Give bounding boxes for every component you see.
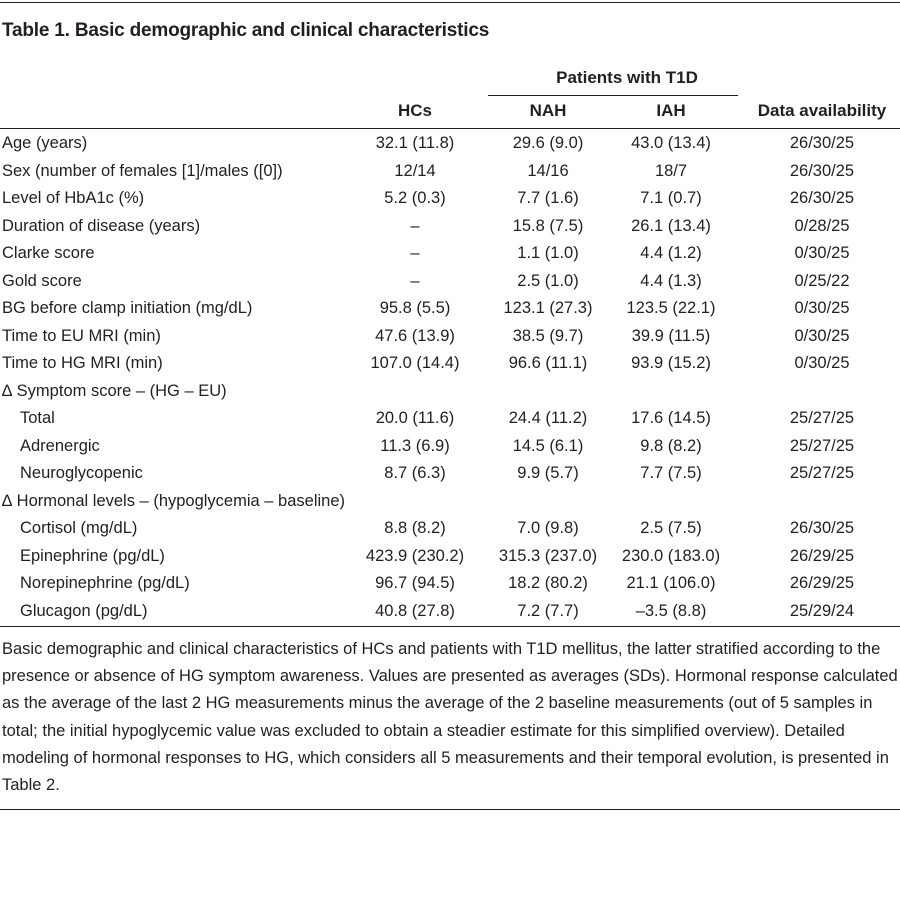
bottom-rule <box>0 809 900 810</box>
header-rule <box>0 128 900 129</box>
table-cell: 95.8 (5.5) <box>379 299 451 317</box>
row-label: Age (years) <box>2 134 88 152</box>
row-label: ∆ Hormonal levels – (hypoglycemia – baseline) <box>2 491 346 510</box>
table-row <box>0 570 900 597</box>
table-cell: 25/27/25 <box>789 409 855 427</box>
table-cell: 8.7 (6.3) <box>384 464 446 482</box>
table-cell: 14/16 <box>527 161 569 180</box>
column-header-iah: IAH <box>656 101 686 120</box>
table-cell: 14.5 (6.1) <box>512 436 584 455</box>
table-row <box>0 185 900 212</box>
row-label: Level of HbA1c (%) <box>2 189 145 207</box>
column-header-nah: NAH <box>529 101 567 120</box>
table-bottom-rule <box>0 626 900 627</box>
table-cell: 25/29/24 <box>789 601 855 620</box>
table-row <box>0 598 900 625</box>
table-cell: 423.9 (230.2) <box>365 546 465 565</box>
row-label: Clarke score <box>2 244 95 262</box>
table-cell: 26/29/25 <box>789 546 855 565</box>
column-header-hcs: HCs <box>397 101 432 120</box>
table-row <box>0 268 900 295</box>
table-cell: 11.3 (6.9) <box>380 436 450 455</box>
table-cell: 9.8 (8.2) <box>640 436 702 455</box>
table-cell: – <box>410 271 420 290</box>
row-label: Sex (number of females [1]/males ([0]) <box>2 161 283 180</box>
table-cell: 15.8 (7.5) <box>512 216 584 235</box>
table-cell: 7.1 (0.7) <box>640 189 702 207</box>
table-cell: 4.4 (1.2) <box>640 244 702 262</box>
row-label: Gold score <box>2 271 82 290</box>
table-row <box>0 543 900 570</box>
table-cell: 0/30/25 <box>794 326 850 345</box>
row-label: Neuroglycopenic <box>20 464 143 482</box>
row-label: Adrenergic <box>20 436 100 455</box>
top-rule <box>0 2 900 3</box>
table-cell: 26/30/25 <box>789 134 855 152</box>
row-label: Epinephrine (pg/dL) <box>20 546 165 565</box>
table-row <box>0 515 900 542</box>
table-cell: 25/27/25 <box>789 464 855 482</box>
row-label: BG before clamp initiation (mg/dL) <box>2 299 253 317</box>
row-label: Total <box>20 409 55 427</box>
column-header-data-availability: Data availability <box>757 101 887 120</box>
table-cell: 32.1 (11.8) <box>375 134 455 152</box>
group-header-patients-t1d: Patients with T1D <box>556 68 698 87</box>
table-cell: 123.5 (22.1) <box>626 299 716 317</box>
table-cell: 26/30/25 <box>789 189 855 207</box>
table-cell: 47.6 (13.9) <box>375 326 455 345</box>
table-cell: 40.8 (27.8) <box>375 601 455 620</box>
group-header-underline <box>488 95 738 96</box>
table-cell: 26/29/25 <box>789 574 855 592</box>
table-cell: 26/30/25 <box>789 519 855 537</box>
table-cell: 26/30/25 <box>789 161 855 180</box>
table-cell: 0/28/25 <box>794 216 850 235</box>
row-label: Glucagon (pg/dL) <box>20 601 148 620</box>
table-cell: 230.0 (183.0) <box>621 546 721 565</box>
table-row <box>0 405 900 432</box>
table-cell: 25/27/25 <box>789 436 855 455</box>
table-row <box>0 323 900 350</box>
row-label: Norepinephrine (pg/dL) <box>20 574 190 592</box>
table-row <box>0 295 900 322</box>
table-cell: 0/25/22 <box>794 271 850 290</box>
row-label: Cortisol (mg/dL) <box>20 519 138 537</box>
table-cell: – <box>410 244 420 262</box>
table-cell: 5.2 (0.3) <box>384 189 446 207</box>
table-cell: 9.9 (5.7) <box>517 464 579 482</box>
table-cell: 96.6 (11.1) <box>508 354 588 372</box>
table-cell: 1.1 (1.0) <box>517 244 579 262</box>
table-row <box>0 460 900 487</box>
table-row <box>0 488 900 515</box>
table-cell: – <box>410 216 420 235</box>
table-cell: –3.5 (8.8) <box>635 601 707 620</box>
table-cell: 123.1 (27.3) <box>503 299 593 317</box>
table-cell: 7.7 (1.6) <box>517 189 579 207</box>
table-cell: 0/30/25 <box>794 244 850 262</box>
table-cell: 12/14 <box>394 161 436 180</box>
table-cell: 2.5 (7.5) <box>640 519 702 537</box>
row-label: Duration of disease (years) <box>2 216 201 235</box>
table-cell: 0/30/25 <box>794 354 850 372</box>
table-cell: 96.7 (94.5) <box>375 574 455 592</box>
table-cell: 43.0 (13.4) <box>631 134 711 152</box>
table-cell: 39.9 (11.5) <box>631 326 711 345</box>
table-cell: 315.3 (237.0) <box>498 546 598 565</box>
table-cell: 20.0 (11.6) <box>375 409 455 427</box>
table-cell: 18.2 (80.2) <box>508 574 588 592</box>
table-row <box>0 158 900 185</box>
table-cell: 29.6 (9.0) <box>512 134 584 152</box>
row-label: ∆ Symptom score – (HG – EU) <box>2 381 227 400</box>
table-cell: 8.8 (8.2) <box>384 519 446 537</box>
table-cell: 4.4 (1.3) <box>640 271 702 290</box>
table-footnote: Basic demographic and clinical characteristics of HCs and patients with T1D mellitus, the latter stratified according to the presence or absence of HG symptom awareness. Values are presented as averages (SDs). Hormonal response calculated as the average of the last 2 HG measurements minus the average of the 2 baseline measurements (out of 5 samples in total; the initial hypoglycemic value was excluded to obtain a steadier estimate for this simplified overview). Detailed modeling of hormonal responses to HG, which considers all 5 measurements and their temporal evolution, is presented in Table 2. <box>2 640 898 795</box>
table-cell: 21.1 (106.0) <box>626 574 716 592</box>
table-cell: 26.1 (13.4) <box>631 216 711 235</box>
table-row <box>0 213 900 240</box>
table-cell: 17.6 (14.5) <box>631 409 711 427</box>
table-cell: 2.5 (1.0) <box>517 271 579 290</box>
table-cell: 7.7 (7.5) <box>640 464 702 482</box>
table-row <box>0 240 900 267</box>
table-cell: 107.0 (14.4) <box>370 354 460 372</box>
table-cell: 24.4 (11.2) <box>508 409 588 427</box>
table-row <box>0 130 900 157</box>
table-cell: 0/30/25 <box>794 299 850 317</box>
table-cell: 93.9 (15.2) <box>631 354 711 372</box>
row-label: Time to EU MRI (min) <box>2 326 161 345</box>
table-title: Table 1. Basic demographic and clinical characteristics <box>2 20 490 41</box>
table-row <box>0 433 900 460</box>
table-cell: 38.5 (9.7) <box>512 326 584 345</box>
table-row <box>0 350 900 377</box>
table-row <box>0 378 900 405</box>
row-label: Time to HG MRI (min) <box>2 354 163 372</box>
table-cell: 7.2 (7.7) <box>517 601 579 620</box>
table-cell: 7.0 (9.8) <box>517 519 579 537</box>
table-cell: 18/7 <box>654 161 688 180</box>
